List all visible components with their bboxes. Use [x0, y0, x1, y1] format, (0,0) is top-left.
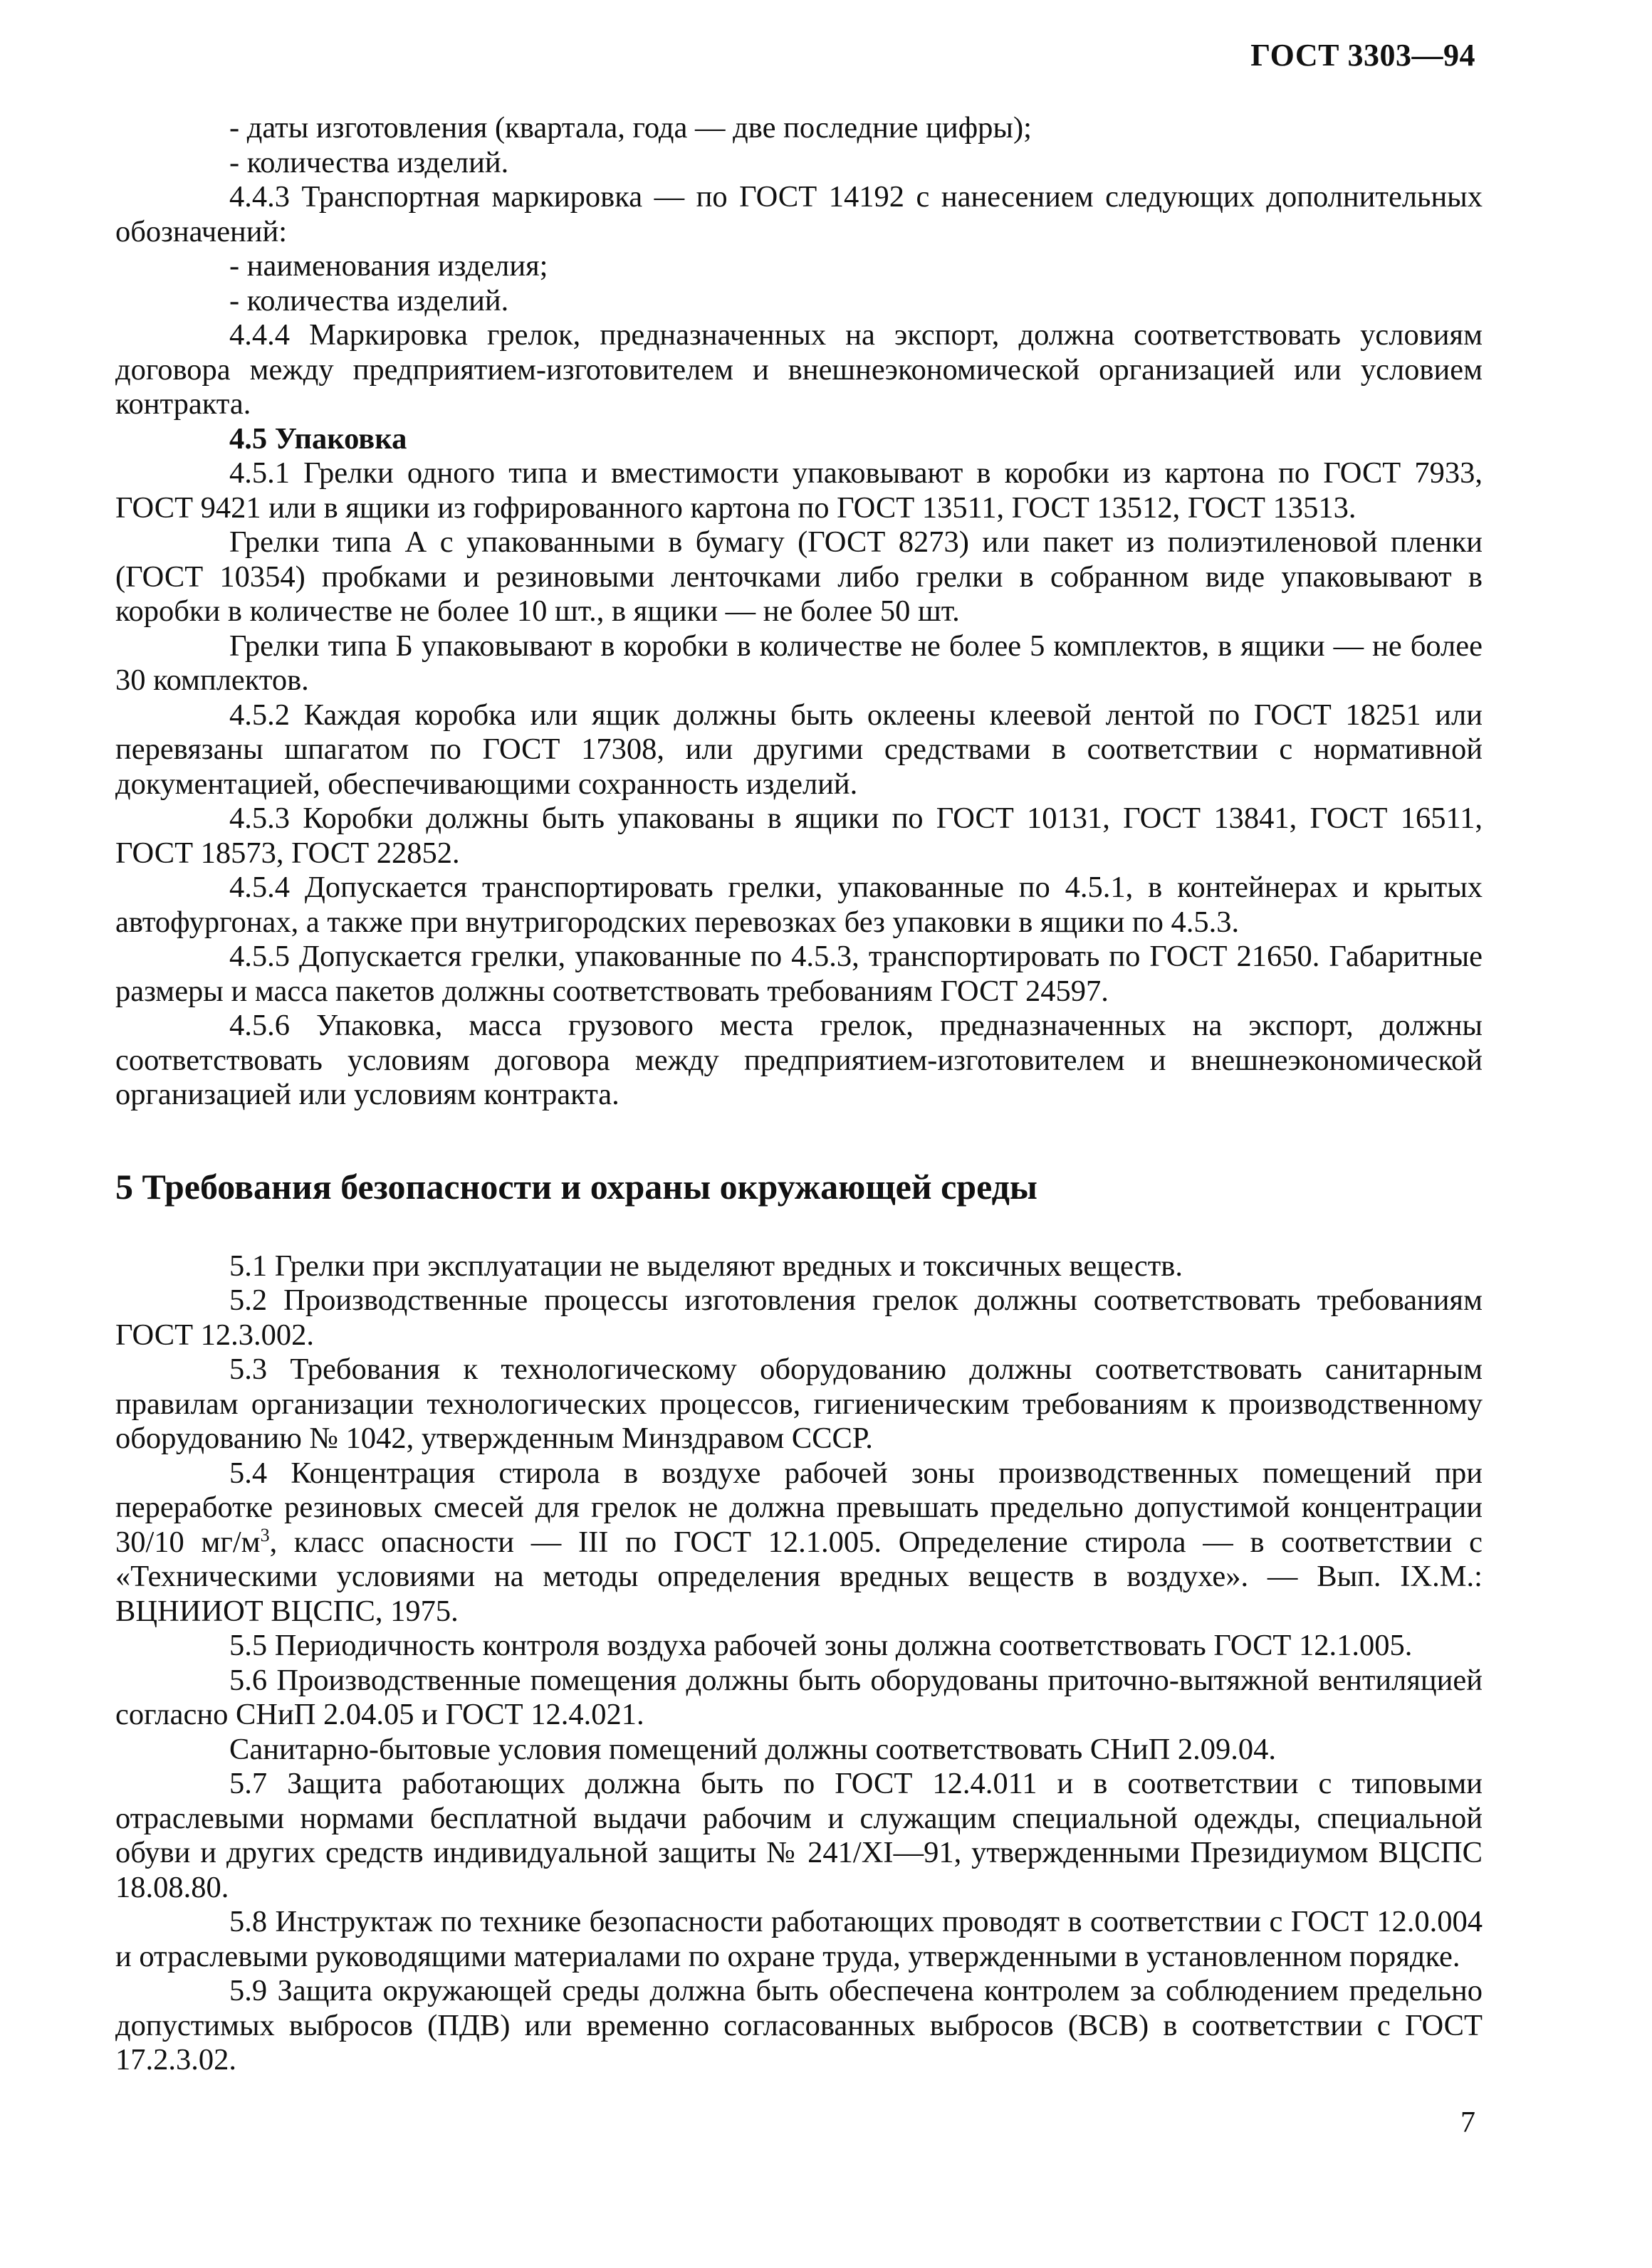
clause-4-5-2: 4.5.2 Каждая коробка или ящик должны быть оклеены клеевой лентой по ГОСТ 18251 или перевязаны шпагатом по ГОСТ 17308, или другими средствами в соответствии с нормативной документацией, обеспечивающими сохранность изделий.	[115, 698, 1483, 801]
list-item: - количества изделий.	[229, 145, 509, 179]
subsection-heading-4-5: 4.5 Упаковка	[229, 421, 407, 456]
clause-4-5-6: 4.5.6 Упаковка, масса грузового места грелок, предназначенных на экспорт, должны соответствовать условиям договора между предприятием-изготовителем и внешнеэкономической организацией или условиям контракта.	[115, 1009, 1483, 1111]
clause-4-5-1-type-b: Грелки типа Б упаковывают в коробки в количестве не более 5 комплектов, в ящики — не более 30 комплектов.	[115, 629, 1483, 697]
clause-5-5: 5.5 Периодичность контроля воздуха рабочей зоны должна соответствовать ГОСТ 12.1.005.	[229, 1629, 1413, 1662]
clause-5-3: 5.3 Требования к технологическому оборудованию должны соответствовать санитарным правилам организации технологических процессов, гигиеническим требованиям к производственному оборудованию № 1042, утвержденным Минздравом СССР.	[115, 1353, 1483, 1455]
clause-4-5-4: 4.5.4 Допускается транспортировать грелки, упакованные по 4.5.1, в контейнерах и крытых автофургонах, а также при внутригородских перевозках без упаковки в ящики по 4.5.3.	[115, 871, 1483, 939]
clause-5-4	[115, 1456, 1483, 1629]
clause-5-7: 5.7 Защита работающих должна быть по ГОСТ 12.4.011 и в соответствии с типовыми отраслевыми нормами бесплатной выдачи рабочим и служащим специальной одежды, специальной обуви и других средств индивидуальной защиты № 241/XI—91, утвержденными Президиумом ВЦСПС 18.08.80.	[115, 1767, 1483, 1904]
clause-4-4-3: 4.4.3 Транспортная маркировка — по ГОСТ 14192 с нанесением следующих дополнительных обозначений:	[115, 180, 1483, 248]
clause-5-6: 5.6 Производственные помещения должны быть оборудованы приточно-вытяжной вентиляцией согласно СНиП 2.04.05 и ГОСТ 12.4.021.	[115, 1663, 1483, 1731]
clause-5-2: 5.2 Производственные процессы изготовления грелок должны соответствовать требованиям ГОСТ 12.3.002.	[115, 1283, 1483, 1352]
clause-5-4-text-a: 5.4 Концентрация стирола в воздухе рабочей зоны производственных помещений при переработке резиновых смесей для грелок не должна превышать предельно допустимой концентрации 30/10 мг/м	[115, 1456, 1483, 1559]
clause-4-5-1-type-a: Грелки типа А с упакованными в бумагу (ГОСТ 8273) или пакет из полиэтиленовой пленки (ГОСТ 10354) пробками и резиновыми ленточками либо грелки в собранном виде упаковывают в коробки в количестве не более 10 шт., в ящики — не более 50 шт.	[115, 525, 1483, 628]
clause-5-4-text-b: , класс опасности — III по ГОСТ 12.1.005. Определение стирола — в соответствии с «Техническими условиями на методы определения вредных веществ в воздухе». — Вып. IX.М.: ВЦНИИОТ ВЦСПС, 1975.	[115, 1525, 1483, 1628]
superscript: 3	[260, 1524, 270, 1545]
list-item: - количества изделий.	[229, 283, 509, 317]
list-item: - даты изготовления (квартала, года — две последние цифры);	[229, 111, 1032, 145]
document-header: ГОСТ 3303—94	[1250, 38, 1475, 73]
document-body	[115, 111, 1483, 2078]
clause-5-6-sanitary: Санитарно-бытовые условия помещений должны соответствовать СНиП 2.09.04.	[229, 1732, 1277, 1766]
list-item: - наименования изделия;	[229, 249, 548, 283]
clause-4-5-1: 4.5.1 Грелки одного типа и вместимости упаковывают в коробки из картона по ГОСТ 7933, ГОСТ 9421 или в ящики из гофрированного картона по ГОСТ 13511, ГОСТ 13512, ГОСТ 13513.	[115, 456, 1483, 525]
clause-4-4-4: 4.4.4 Маркировка грелок, предназначенных на экспорт, должна соответствовать условиям договора между предприятием-изготовителем и внешнеэкономической организацией или условием контракта.	[115, 318, 1483, 421]
clause-4-5-3: 4.5.3 Коробки должны быть упакованы в ящики по ГОСТ 10131, ГОСТ 13841, ГОСТ 16511, ГОСТ 18573, ГОСТ 22852.	[115, 802, 1483, 870]
clause-5-1: 5.1 Грелки при эксплуатации не выделяют вредных и токсичных веществ.	[229, 1249, 1183, 1283]
clause-5-8: 5.8 Инструктаж по технике безопасности работающих проводят в соответствии с ГОСТ 12.0.004 и отраслевыми руководящими материалами по охране труда, утвержденными в установленном порядке.	[115, 1905, 1483, 1973]
section-5-title: 5 Требования безопасности и охраны окружающей среды	[115, 1166, 1037, 1207]
clause-4-5-5: 4.5.5 Допускается грелки, упакованные по 4.5.3, транспортировать по ГОСТ 21650. Габаритные размеры и масса пакетов должны соответствовать требованиям ГОСТ 24597.	[115, 940, 1483, 1008]
page-number: 7	[1460, 2106, 1475, 2139]
clause-5-9: 5.9 Защита окружающей среды должна быть обеспечена контролем за соблюдением предельно допустимых выбросов (ПДВ) или временно согласованных выбросов (ВСВ) в соответствии с ГОСТ 17.2.3.02.	[115, 1974, 1483, 2077]
